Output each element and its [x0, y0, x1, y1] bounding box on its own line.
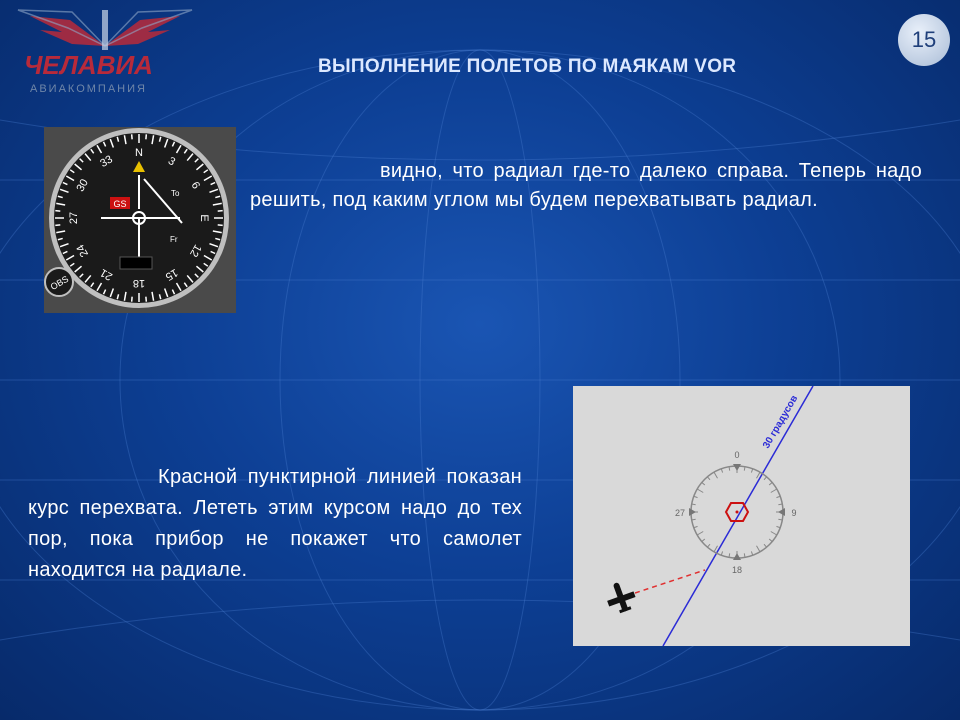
- scale-label: 21: [98, 266, 115, 283]
- scale-label: 12: [187, 242, 204, 259]
- compass-label-9: 9: [791, 508, 797, 518]
- logo-wings-icon: [10, 6, 200, 96]
- obs-label: OBS: [48, 273, 71, 292]
- paragraph-intercept-info: Красной пунктирной линией показан курс перехвата. Лететь этим курсом надо до тех пор, пока прибор не покажет что самолет находится на радиале.: [28, 466, 522, 581]
- scale-label: E: [198, 214, 210, 222]
- to-label: To: [171, 189, 180, 198]
- compass-label-27: 27: [674, 508, 686, 518]
- logo-subtitle: АВИАКОМПАНИЯ: [30, 83, 147, 95]
- scale-label: 30: [74, 177, 91, 194]
- page-number-badge: 15: [898, 14, 950, 66]
- scale-label: 27: [68, 211, 80, 225]
- radial-label: 30 градусов: [761, 393, 801, 451]
- gs-label: GS: [113, 199, 127, 209]
- compass-label-18: 18: [731, 565, 743, 575]
- scale-label: 3: [165, 154, 178, 169]
- scale-label: 18: [132, 277, 146, 289]
- scale-label: N: [135, 147, 143, 159]
- scale-label: 33: [98, 153, 115, 170]
- slide-title: ВЫПОЛНЕНИЕ ПОЛЕТОВ ПО МАЯКАМ VOR: [318, 56, 737, 77]
- intercept-course-line: [635, 570, 705, 593]
- scale-label: 6: [188, 179, 203, 192]
- fr-label: Fr: [170, 235, 178, 244]
- airplane-icon: [602, 578, 639, 616]
- logo-text: ЧЕЛАВИА: [24, 50, 153, 80]
- scale-label: 15: [163, 266, 180, 283]
- company-logo: [10, 6, 200, 96]
- intercept-diagram: [573, 386, 910, 646]
- compass-label-0: 0: [734, 450, 740, 460]
- scale-label: 24: [74, 242, 91, 259]
- vor-instrument-image: [44, 127, 236, 313]
- paragraph-radial-info: видно, что радиал где-то далеко справа. Теперь надо решить, под каким углом мы будем перехватывать радиал.: [250, 160, 922, 211]
